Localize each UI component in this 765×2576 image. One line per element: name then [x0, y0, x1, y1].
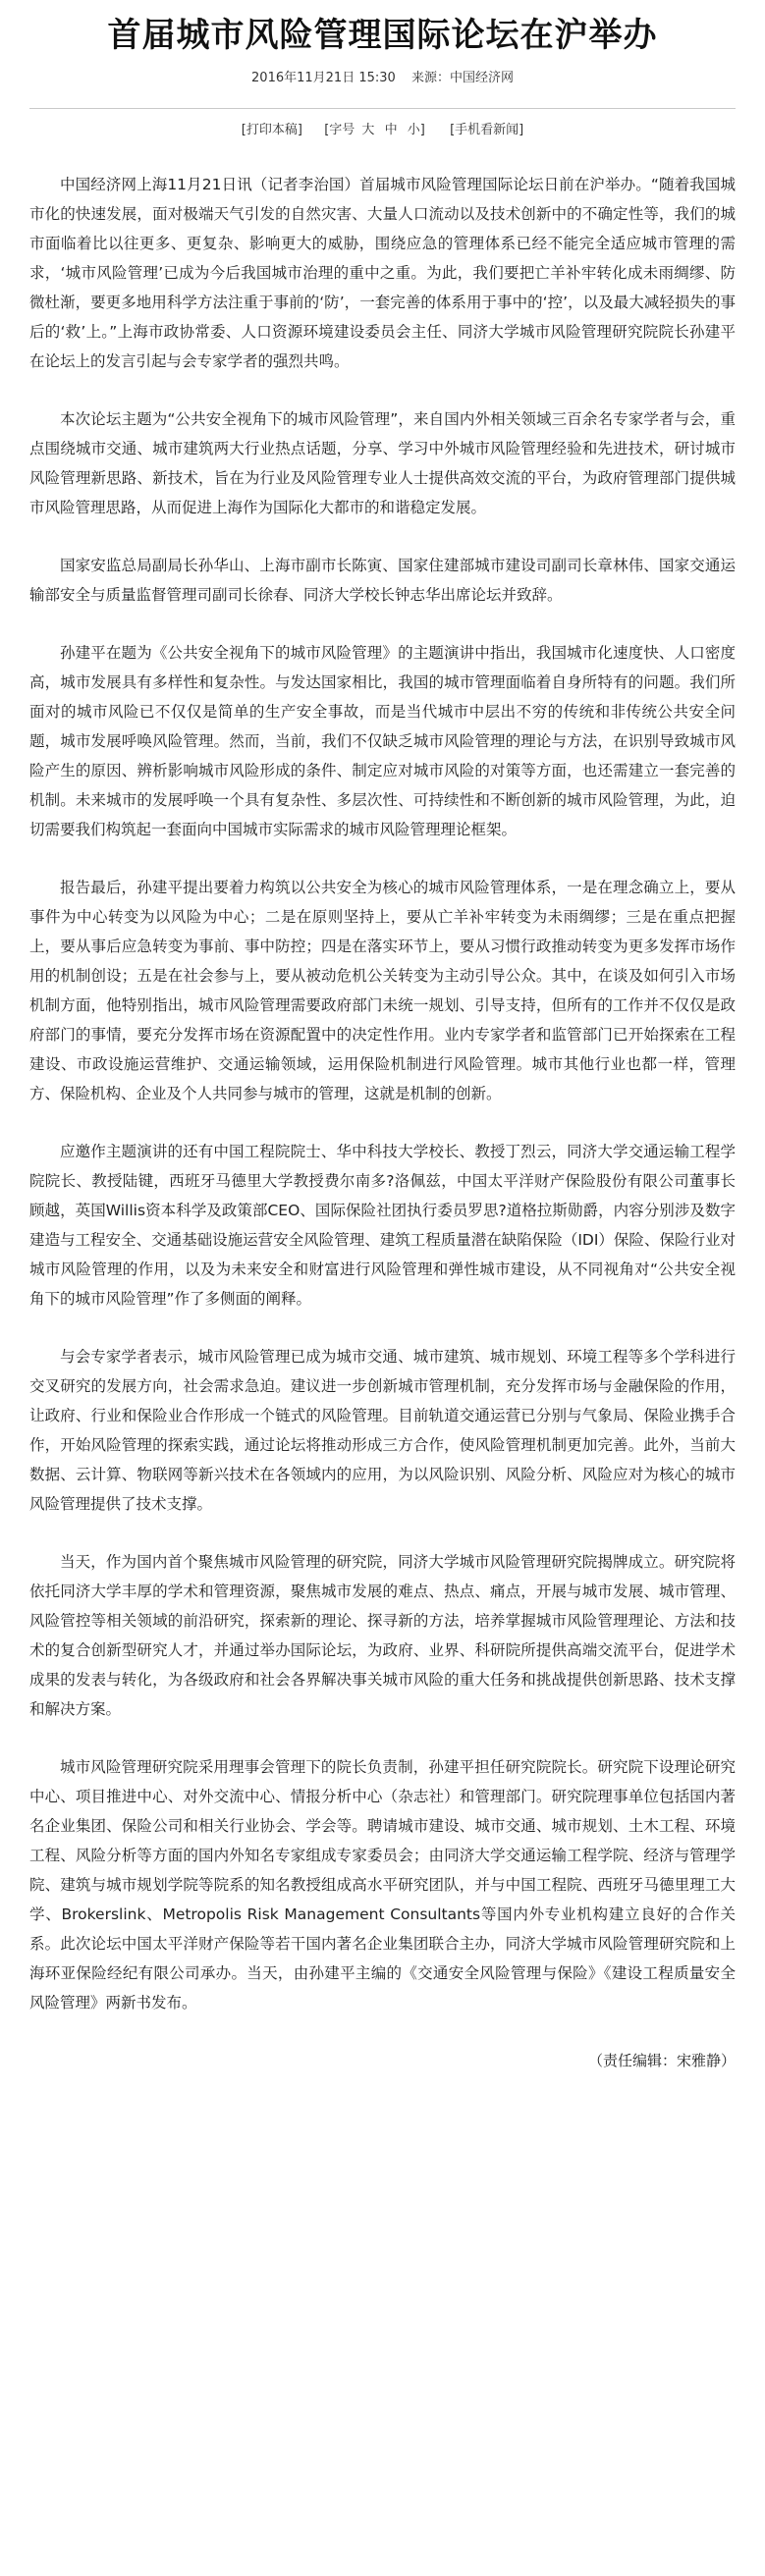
print-link[interactable]: [打印本稿] — [241, 123, 302, 137]
article-paragraph: 国家安监总局副局长孙华山、上海市副市长陈寅、国家住建部城市建设司副司长章林伟、国家交通运输部安全与质量监督管理司副司长徐春、同济大学校长钟志华出席论坛并致辞。 — [29, 557, 736, 604]
publish-datetime: 2016年11月21日 15:30 — [251, 71, 396, 85]
article-paragraph: 应邀作主题演讲的还有中国工程院院士、华中科技大学校长、教授丁烈云，同济大学交通运输工程学院院长、教授陆键，西班牙马德里大学教授费尔南多?洛佩兹，中国太平洋财产保险股份有限公司董事长顾越，英国Willis资本科学及政策部CEO、国际保险社团执行委员罗思?道格拉斯勋爵，内容分别涉及数字建造与工程安全、交通基础设施运营安全风险管理、建筑工程质量潜在缺陷保险（IDI）保险、保险行业对城市风险管理的作用，以及为未来安全和财富进行风险管理和弹性城市建设，从不同视角对“公共安全视角下的城市风险管理”作了多侧面的阐释。 — [29, 1143, 736, 1308]
font-size-large-link[interactable]: 大 — [361, 123, 375, 137]
font-size-medium-link[interactable]: 中 — [384, 123, 398, 137]
article-source[interactable]: 来源：中国经济网 — [410, 71, 514, 85]
article-paragraph: 本次论坛主题为“公共安全视角下的城市风险管理”，来自国内外相关领域三百余名专家学者与会，重点围绕城市交通、城市建筑两大行业热点话题，分享、学习中外城市风险管理经验和先进技术，研讨城市风险管理新思路、新技术，旨在为行业及风险管理专业人士提供高效交流的平台，为政府管理部门提供城市风险管理思路，从而促进上海作为国际化大都市的和谐稳定发展。 — [29, 410, 736, 516]
responsible-editor: （责任编辑：宋雅静） — [587, 2052, 736, 2069]
article-paragraph: 与会专家学者表示，城市风险管理已成为城市交通、城市建筑、城市规划、环境工程等多个学科进行交叉研究的发展方向，社会需求急迫。建议进一步创新城市管理机制，充分发挥市场与金融保险的作用，让政府、行业和保险业合作形成一个链式的风险管理。目前轨道交通运营已分别与气象局、保险业携手合作，开始风险管理的探索实践，通过论坛将推动形成三方合作，使风险管理机制更加完善。此外，当前大数据、云计算、物联网等新兴技术在各领域内的应用，为以风险识别、风险分析、风险应对为核心的城市风险管理提供了技术支撑。 — [29, 1348, 736, 1513]
article-paragraph: 当天，作为国内首个聚焦城市风险管理的研究院，同济大学城市风险管理研究院揭牌成立。研究院将依托同济大学丰厚的学术和管理资源，聚焦城市发展的难点、热点、痛点，开展与城市发展、城市管理、风险管控等相关领域的前沿研究，探索新的理论、探寻新的方法，培养掌握城市风险管理理论、方法和技术的复合创新型研究人才，并通过举办国际论坛，为政府、业界、科研院所提供高端交流平台，促进学术成果的发表与转化，为各级政府和社会各界解决事关城市风险的重大任务和挑战提供创新思路、技术支撑和解决方案。 — [29, 1553, 736, 1718]
article-meta — [29, 69, 736, 88]
font-size-label: [字号 — [324, 123, 355, 137]
article-paragraph: 城市风险管理研究院采用理事会管理下的院长负责制，孙建平担任研究院院长。研究院下设理论研究中心、项目推进中心、对外交流中心、情报分析中心（杂志社）和管理部门。研究院理事单位包括国内著名企业集团、保险公司和相关行业协会、学会等。聘请城市建设、城市交通、城市规划、土木工程、环境工程、风险分析等方面的国内外知名专家组成专家委员会；由同济大学交通运输工程学院、经济与管理学院、建筑与城市规划学院等院系的知名教授组成高水平研究团队，并与中国工程院、西班牙马德里理工大学、Brokerslink、Metropolis Risk Management Consultants等国内外专业机构建立良好的合作关系。此次论坛中国太平洋财产保险等若干国内著名企业集团联合主办，同济大学城市风险管理研究院和上海环亚保险经纪有限公司承办。当天，由孙建平主编的《交通安全风险管理与保险》《建设工程质量安全风险管理》两新书发布。 — [29, 1758, 736, 2012]
article-title: 首届城市风险管理国际论坛在沪举办 — [107, 16, 658, 55]
article-paragraph: 孙建平在题为《公共安全视角下的城市风险管理》的主题演讲中指出，我国城市化速度快、人口密度高，城市发展具有多样性和复杂性。与发达国家相比，我国的城市管理面临着自身所特有的问题。我们所面对的城市风险已不仅仅是简单的生产安全事故，而是当代城市中层出不穷的传统和非传统公共安全问题，城市发展呼唤风险管理。然而，当前，我们不仅缺乏城市风险管理的理论与方法，在识别导致城市风险产生的原因、辨析影响城市风险形成的条件、制定应对城市风险的对策等方面，也还需建立一套完善的机制。未来城市的发展呼唤一个具有复杂性、多层次性、可持续性和不断创新的城市风险管理，为此，迫切需要我们构筑起一套面向中国城市实际需求的城市风险管理理论框架。 — [29, 644, 736, 838]
article-tools — [29, 121, 736, 140]
article-paragraph: 报告最后，孙建平提出要着力构筑以公共安全为核心的城市风险管理体系，一是在理念确立上，要从事件为中心转变为以风险为中心；二是在原则坚持上，要从亡羊补牢转变为未雨绸缪；三是在重点把握上，要从事后应急转变为事前、事中防控；四是在落实环节上，要从习惯行政推动转变为更多发挥市场作用的机制创设；五是在社会参与上，要从被动危机公关转变为主动引导公众。其中，在谈及如何引入市场机制方面，他特别指出，城市风险管理需要政府部门未统一规划、引导支持，但所有的工作并不仅仅是政府部门的事情，要充分发挥市场在资源配置中的决定性作用。业内专家学者和监管部门已开始探索在工程建设、市政设施运营维护、交通运输领域，运用保险机制进行风险管理。城市其他行业也都一样，管理方、保险机构、企业及个人共同参与城市的管理，这就是机制的创新。 — [29, 879, 736, 1102]
article-paragraph: 中国经济网上海11月21日讯（记者李治国）首届城市风险管理国际论坛日前在沪举办。“随着我国城市化的快速发展，面对极端天气引发的自然灾害、大量人口流动以及技术创新中的不确定性等，我们的城市面临着比以往更多、更复杂、影响更大的威胁，围绕应急的管理体系已经不能完全适应城市管理的需求，‘城市风险管理’已成为今后我国城市治理的重中之重。为此，我们要把亡羊补牢转化成未雨绸缪、防微杜渐，要更多地用科学方法注重于事前的‘防’，一套完善的体系用于事中的‘控’，以及最大减轻损失的事后的‘救’上。”上海市政协常委、人口资源环境建设委员会主任、同济大学城市风险管理研究院院长孙建平在论坛上的发言引起与会专家学者的强烈共鸣。 — [29, 176, 736, 370]
font-size-small-link[interactable]: 小] — [407, 123, 425, 137]
article-body — [29, 170, 736, 2017]
mobile-news-link[interactable]: [手机看新闻] — [450, 123, 524, 137]
header-divider — [29, 108, 736, 109]
